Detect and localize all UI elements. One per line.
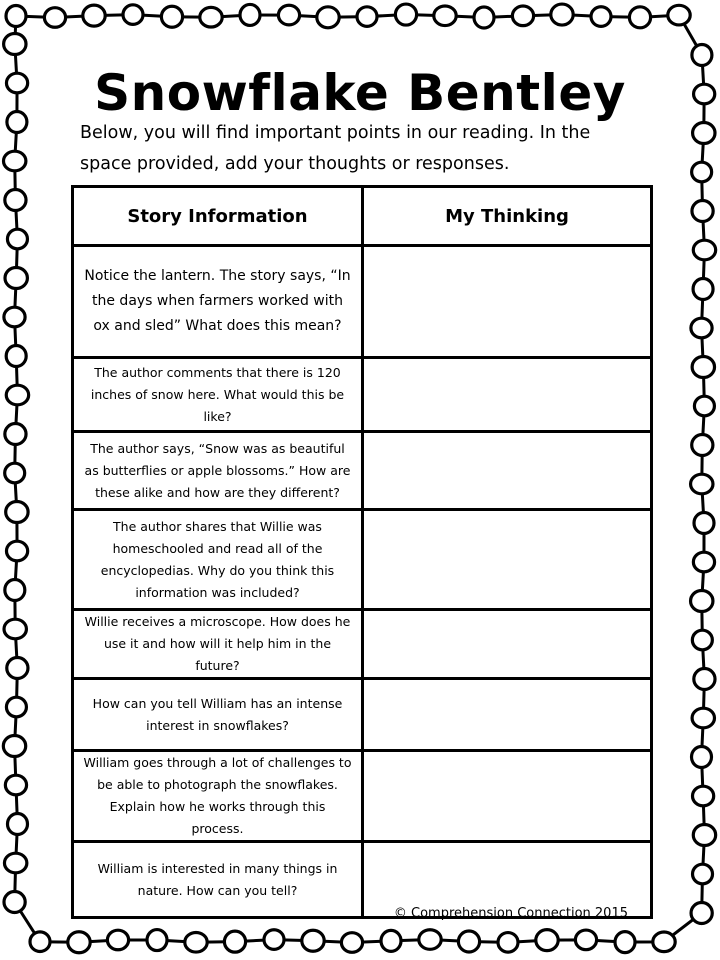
border-circle [302,930,324,951]
table-header-row [73,187,652,246]
border-circle [30,932,50,952]
thinking-response-cell[interactable] [363,358,652,432]
border-circle [147,930,167,951]
column-header-story-information: Story Information [73,187,363,246]
table-row [73,432,652,510]
border-circle [200,7,222,27]
border-circle [317,7,339,28]
border-circle [6,6,26,27]
border-circle [693,240,715,260]
story-info-cell: Willie receives a microscope. How does he use it and how will it help him in the future? [73,610,363,679]
border-circle [83,5,105,26]
border-circle [498,933,518,953]
border-circle [68,932,90,953]
border-circle [692,201,713,222]
story-info-cell: William is interested in many things in nature. How can you tell? [73,842,363,918]
table-row [73,679,652,751]
table-row [73,358,652,432]
border-circle [395,4,416,25]
border-circle [629,7,650,28]
border-circle [4,892,25,913]
border-circle [536,930,558,951]
border-circle [458,931,479,952]
border-circle [6,346,26,367]
story-info-cell: Notice the lantern. The story says, “In the days when farmers worked with ox and sled” What does this mean? [73,246,363,358]
story-info-cell: How can you tell William has an intense interest in snowflakes? [73,679,363,751]
border-circle [575,930,596,950]
border-circle [692,357,714,378]
page-title: Snowflake Bentley [94,64,626,122]
border-circle [7,814,27,835]
border-circle [691,318,712,338]
border-circle [692,435,713,456]
border-circle [123,5,143,25]
border-circle [474,7,494,28]
thinking-response-cell[interactable] [363,432,652,510]
border-circle [4,619,26,639]
story-info-cell: The author says, “Snow was as beautiful as butterflies or apple blossoms.” How are these alike and how are they different? [73,432,363,510]
thinking-response-cell[interactable] [363,510,652,610]
border-circle [4,34,26,55]
border-circle [5,463,25,483]
border-circle [693,825,715,846]
instructions-text: Below, you will find important points in our reading. In the space provided, add your thoughts or responses. [80,123,591,174]
border-circle [692,162,712,182]
table-row [73,751,652,842]
border-circle [693,864,713,884]
border-circle [185,932,207,952]
border-circle [6,697,26,717]
border-circle [107,930,128,950]
border-circle [381,930,401,951]
column-header-my-thinking: My Thinking [363,187,652,246]
border-circle [6,385,28,405]
border-circle [693,552,714,572]
border-circle [551,4,573,25]
border-circle [6,541,27,561]
border-circle [691,474,713,494]
border-circle [224,931,245,952]
border-circle [4,853,26,873]
table-row [73,246,652,358]
border-circle [5,580,25,601]
border-circle [591,7,611,27]
border-circle [161,6,182,27]
border-circle [692,747,712,768]
thinking-response-cell[interactable] [363,610,652,679]
border-circle [419,930,441,950]
border-circle [512,6,533,26]
story-info-cell: William goes through a lot of challenges to be able to photograph the snowflakes. Explain how he works through this process. [73,751,363,842]
story-info-cell: The author comments that there is 120 inches of snow here. What would this be like? [73,358,363,432]
border-circle [653,932,675,952]
border-circle [278,5,299,25]
table-row [73,510,652,610]
border-circle [5,268,27,289]
thinking-response-cell[interactable] [363,246,652,358]
border-circle [693,279,713,300]
border-circle [264,930,284,950]
border-circle [4,151,26,171]
border-circle [692,708,714,728]
border-circle [7,658,28,679]
border-circle [691,591,713,612]
border-circle [693,786,714,806]
story-info-cell: The author shares that Willie was homeschooled and read all of the encyclopedias. Why do you think this information was included? [73,510,363,610]
border-circle [4,307,25,327]
border-circle [5,775,26,795]
border-circle [5,424,26,445]
story-table [71,185,653,919]
thinking-response-cell[interactable] [363,679,652,751]
border-circle [44,8,65,28]
thinking-response-cell[interactable] [363,751,652,842]
border-circle [694,669,715,690]
border-circle [615,932,635,953]
border-circle [341,933,362,953]
copyright-footer: © Comprehension Connection 2015 [393,906,628,921]
border-circle [3,736,25,757]
border-circle [692,630,712,650]
border-circle [7,229,27,249]
border-circle [434,6,456,26]
border-circle [694,396,714,416]
border-circle [668,5,690,25]
border-circle [5,190,26,211]
table-row [73,610,652,679]
border-circle [240,4,260,25]
border-circle [6,502,28,523]
border-circle [357,7,377,27]
border-circle [694,513,714,534]
border-circle [691,903,712,924]
